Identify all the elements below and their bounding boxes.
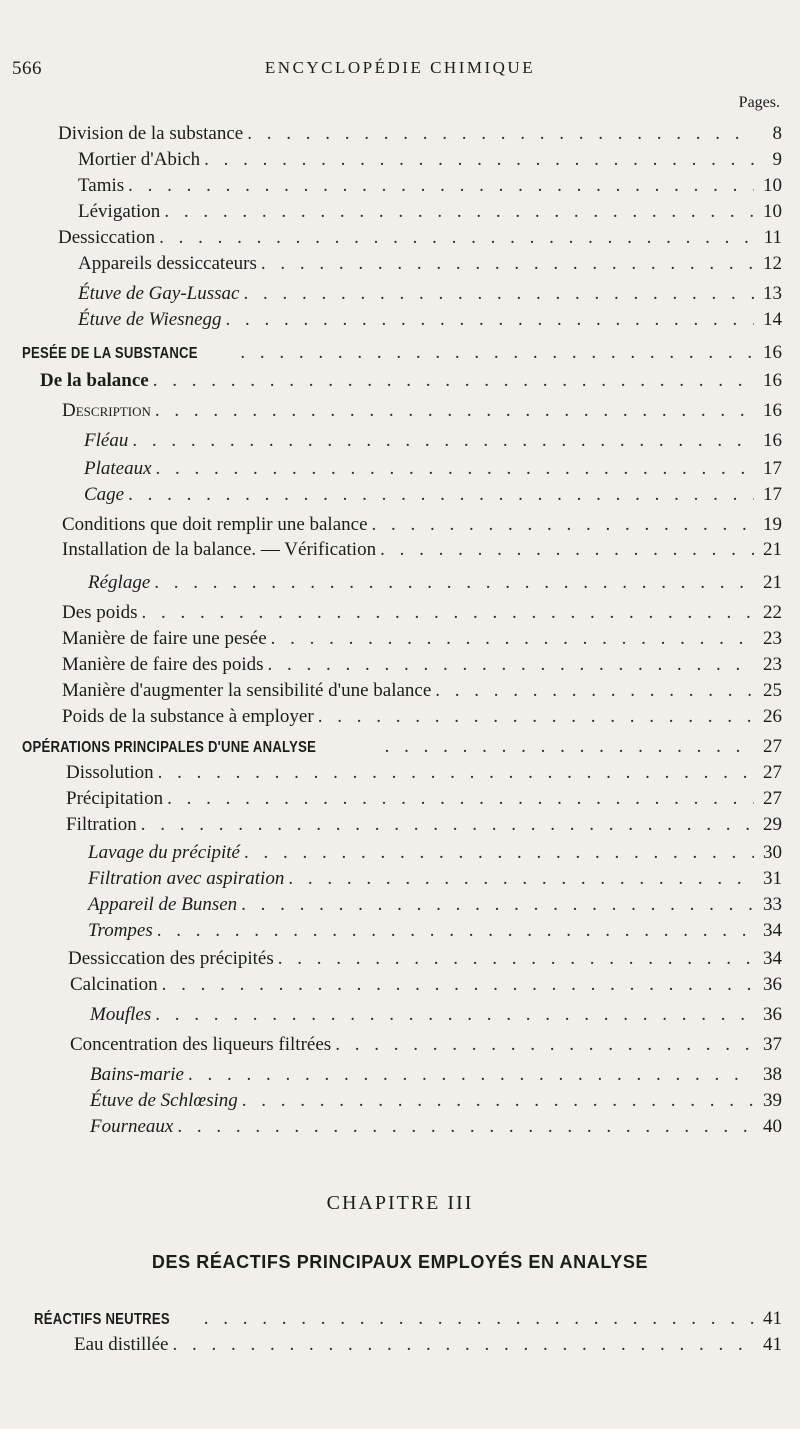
dot-leader: [128, 175, 754, 197]
toc-entry-page: 33: [763, 894, 782, 915]
toc-entry-page: 36: [763, 974, 782, 995]
toc-entry: [88, 894, 782, 918]
toc-entry-label: Tamis: [78, 175, 125, 196]
dot-leader: [261, 253, 754, 275]
toc-entry-page: 13: [763, 283, 782, 304]
toc-entry-page: 27: [763, 788, 782, 809]
dot-leader: [335, 1034, 754, 1056]
toc-entry: [90, 1116, 782, 1140]
toc-entry: [68, 948, 782, 972]
toc-entry-label: Dessiccation des précipités: [68, 948, 274, 969]
dot-leader: [380, 539, 754, 561]
toc-entry: [62, 602, 782, 626]
toc-entry-label: Réglage: [88, 572, 151, 593]
toc-entry-page: 27: [763, 762, 782, 783]
dot-leader: [318, 706, 754, 728]
pages-column-label: Pages.: [738, 94, 780, 111]
toc-entry-page: 31: [763, 868, 782, 889]
toc-entry-label: Appareil de Bunsen: [88, 894, 238, 915]
toc-entry: [78, 309, 782, 333]
toc-entry-page: 36: [763, 1004, 782, 1025]
dot-leader: [167, 788, 754, 810]
toc-entry-page: 26: [763, 706, 782, 727]
toc-entry: [66, 788, 782, 812]
dot-leader: [188, 1064, 754, 1086]
toc-entry-label: OPÉRATIONS PRINCIPALES D'UNE ANALYSE: [22, 739, 317, 756]
toc-entry-label: Division de la substance: [58, 123, 244, 144]
toc-entry: [90, 1004, 782, 1028]
toc-entry-page: 10: [763, 175, 782, 196]
dot-leader: [157, 920, 754, 942]
running-title: ENCYCLOPÉDIE CHIMIQUE: [264, 58, 536, 77]
toc-entry-label: Eau distillée: [74, 1334, 169, 1355]
dot-leader: [132, 430, 754, 452]
dot-leader: [241, 894, 754, 916]
toc-entry-label: Manière de faire une pesée: [62, 628, 267, 649]
toc-entry-label: Dissolution: [66, 762, 154, 783]
dot-leader: [159, 227, 754, 249]
toc-entry-label: Bains-marie: [90, 1064, 184, 1085]
toc-entry-page: 16: [763, 370, 782, 391]
toc-entry-label: Concentration des liqueurs filtrées: [70, 1034, 332, 1055]
toc-entry: [84, 458, 782, 482]
toc-entry-label: Manière de faire des poids: [62, 654, 264, 675]
toc-entry-label: Filtration avec aspiration: [88, 868, 285, 889]
dot-leader: [162, 974, 754, 996]
toc-entry-page: 38: [763, 1064, 782, 1085]
toc-entry: [84, 484, 782, 508]
toc-entry: [66, 762, 782, 786]
toc-entry: [70, 974, 782, 998]
toc-entry-page: 22: [763, 602, 782, 623]
toc-entry: [66, 814, 782, 838]
dot-leader: [164, 201, 754, 223]
toc-entry: [70, 1034, 782, 1058]
dot-leader: [268, 654, 754, 676]
toc-entry-page: 10: [763, 201, 782, 222]
toc-entry: [22, 736, 782, 760]
toc-entry: [22, 342, 782, 366]
dot-leader: [155, 1004, 754, 1026]
toc-entry-page: 16: [763, 430, 782, 451]
toc-entry-page: 34: [763, 920, 782, 941]
toc-entry: [90, 1090, 782, 1114]
dot-leader: [155, 400, 754, 422]
toc-entry-label: Fléau: [84, 430, 129, 451]
toc-entry-page: 30: [763, 842, 782, 863]
toc-entry-page: 27: [763, 736, 782, 757]
toc-entry-label: Cage: [84, 484, 125, 505]
dot-leader: [288, 868, 754, 890]
dot-leader: [177, 1116, 754, 1138]
toc-entry-label: Trompes: [88, 920, 153, 941]
toc-entry: [40, 370, 782, 394]
toc-entry-label: Étuve de Wiesnegg: [78, 309, 222, 330]
toc-entry: [62, 514, 782, 538]
toc-entry-page: 23: [763, 628, 782, 649]
toc-entry: [62, 654, 782, 678]
toc-entry-page: 40: [763, 1116, 782, 1137]
dot-leader: [156, 458, 754, 480]
toc-entry: [62, 400, 782, 424]
toc-entry-label: Étuve de Gay-Lussac: [78, 283, 240, 304]
dot-leader: [128, 484, 754, 506]
toc-entry-label: Dessiccation: [58, 227, 156, 248]
toc-entry: [74, 1334, 782, 1358]
toc-entry-label: Appareils dessiccateurs: [78, 253, 257, 274]
dot-leader: [243, 283, 754, 305]
dot-leader: [435, 680, 754, 702]
dot-leader: [240, 342, 754, 364]
toc-entry: [78, 283, 782, 307]
toc-entry-label: Description: [62, 400, 151, 421]
toc-entry-page: 39: [763, 1090, 782, 1111]
toc-entry-page: 9: [772, 149, 782, 170]
toc-entry: [90, 1064, 782, 1088]
toc-entry: [84, 430, 782, 454]
toc-entry-page: 12: [763, 253, 782, 274]
toc-entry-label: PESÉE DE LA SUBSTANCE: [22, 345, 198, 362]
dot-leader: [244, 842, 754, 864]
toc-entry: [62, 680, 782, 704]
toc-entry-page: 19: [763, 514, 782, 535]
toc-entry-label: Poids de la substance à employer: [62, 706, 314, 727]
toc-entry-page: 37: [763, 1034, 782, 1055]
toc-entry-page: 14: [763, 309, 782, 330]
toc-entry: [88, 842, 782, 866]
toc-entry: [58, 227, 782, 251]
toc-entry-label: Lévigation: [78, 201, 161, 222]
toc-entry-page: 21: [763, 572, 782, 593]
toc-entry-page: 16: [763, 342, 782, 363]
toc-entry-page: 41: [763, 1334, 782, 1355]
dot-leader: [141, 602, 754, 624]
dot-leader: [278, 948, 754, 970]
chapter-number: CHAPITRE III: [326, 1192, 474, 1214]
toc-entry-label: Installation de la balance. — Vérification: [62, 539, 377, 560]
toc-entry-page: 34: [763, 948, 782, 969]
running-head: [0, 58, 800, 82]
toc-entry: [88, 868, 782, 892]
toc-entry-label: Moufles: [90, 1004, 152, 1025]
dot-leader: [153, 370, 754, 392]
toc-entry: [62, 628, 782, 652]
toc-entry-page: 21: [763, 539, 782, 560]
toc-entry-page: 23: [763, 654, 782, 675]
toc-entry: [78, 149, 782, 173]
dot-leader: [154, 572, 754, 594]
page-number: 566: [12, 58, 42, 79]
toc-entry-label: Étuve de Schlœsing: [90, 1090, 238, 1111]
toc-entry: [78, 201, 782, 225]
toc-entry-label: Conditions que doit remplir une balance: [62, 514, 368, 535]
toc-entry-label: Fourneaux: [90, 1116, 174, 1137]
dot-leader: [204, 1308, 754, 1330]
toc-entry: [88, 572, 782, 596]
dot-leader: [372, 514, 754, 536]
dot-leader: [242, 1090, 754, 1112]
toc-entry: [78, 175, 782, 199]
dot-leader: [204, 149, 754, 171]
toc-entry-label: Mortier d'Abich: [78, 149, 201, 170]
toc-entry-page: 16: [763, 400, 782, 421]
dot-leader: [271, 628, 754, 650]
toc-entry-label: Précipitation: [66, 788, 164, 809]
toc-entry-page: 25: [763, 680, 782, 701]
toc-entry-label: Lavage du précipité: [88, 842, 240, 863]
toc-entry-page: 29: [763, 814, 782, 835]
toc-entry: [62, 706, 782, 730]
toc-entry-label: Des poids: [62, 602, 138, 623]
toc-entry-page: 8: [772, 123, 782, 144]
dot-leader: [226, 309, 754, 331]
dot-leader: [158, 762, 754, 784]
dot-leader: [141, 814, 754, 836]
toc-entry: [58, 123, 782, 147]
dot-leader: [385, 736, 754, 758]
toc-entry-page: 17: [763, 484, 782, 505]
toc-entry-label: Manière d'augmenter la sensibilité d'une balance: [62, 680, 432, 701]
toc-entry: [62, 539, 782, 563]
dot-leader: [172, 1334, 754, 1356]
toc-entry-page: 17: [763, 458, 782, 479]
toc-entry-page: 11: [763, 227, 782, 248]
toc-entry-label: Plateaux: [84, 458, 152, 479]
toc-entry-label: RÉACTIFS NEUTRES: [34, 1311, 170, 1328]
chapter-title: DES RÉACTIFS PRINCIPAUX EMPLOYÉS EN ANALYSE: [151, 1252, 649, 1272]
toc-entry-label: Calcination: [70, 974, 158, 995]
toc-entry: [78, 253, 782, 277]
toc-entry-label: Filtration: [66, 814, 137, 835]
toc-entry: [88, 920, 782, 944]
toc-entry-label: De la balance: [40, 370, 149, 391]
toc-entry-page: 41: [763, 1308, 782, 1329]
dot-leader: [247, 123, 754, 145]
toc-entry: [34, 1308, 782, 1332]
